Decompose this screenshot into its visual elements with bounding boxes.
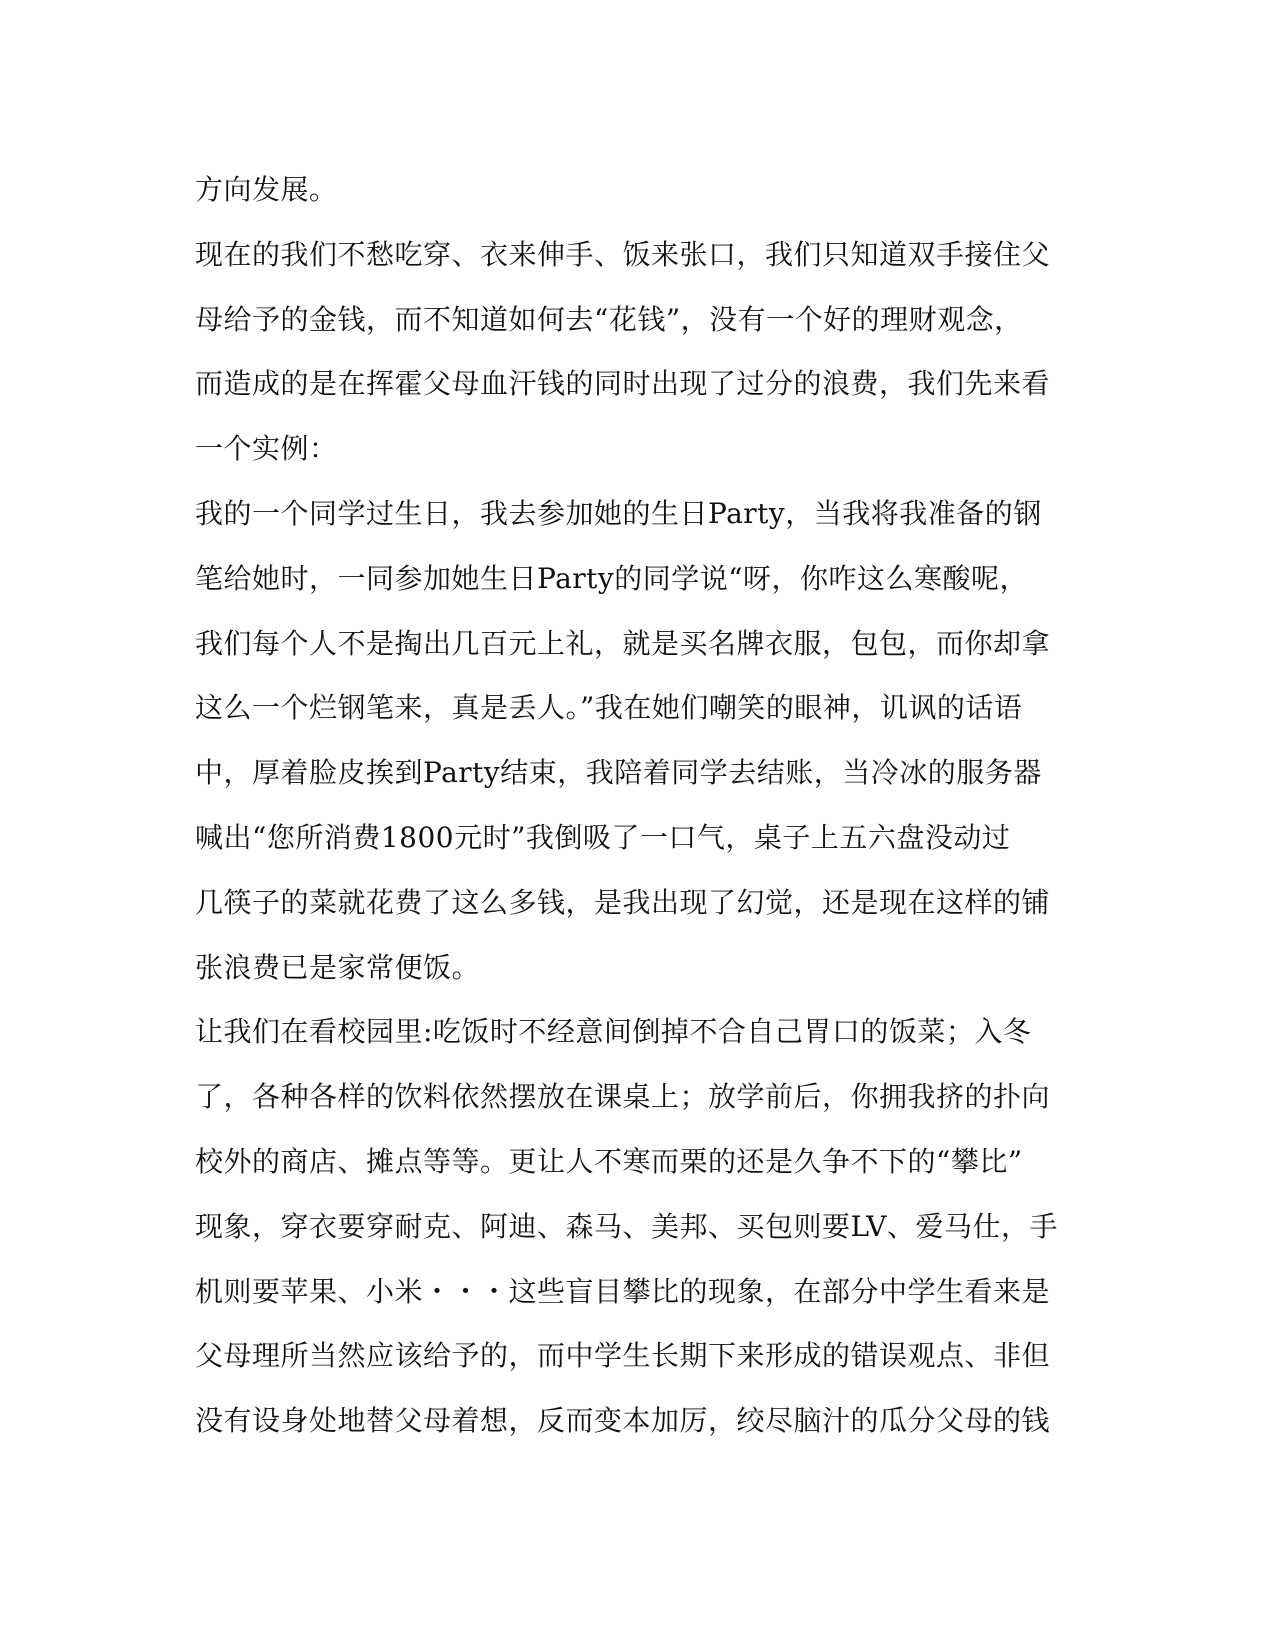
text-line: 方向发展。 xyxy=(195,173,338,206)
text-line: 几筷子的菜就花费了这么多钱，是我出现了幻觉，还是现在这样的铺 xyxy=(195,885,1051,919)
text-line: 喊出“您所消费1800元时”我倒吸了一口气，桌子上五六盘没动过 xyxy=(195,820,1011,854)
text-line: 笔给她时，一同参加她生日Party的同学说“呀，你咋这么寒酸呢， xyxy=(195,561,1029,595)
text-line: 一个实例： xyxy=(195,432,338,466)
text-line: 这么一个烂钢笔来，真是丢人。”我在她们嘲笑的眼神，讥讽的话语 xyxy=(195,691,1023,725)
text-line: 现象，穿衣要穿耐克、阿迪、森马、美邦、买包则要LV、爱马仕，手 xyxy=(195,1209,1058,1243)
text-line: 没有设身处地替父母着想，反而变本加厉，绞尽脑汁的瓜分父母的钱 xyxy=(195,1404,1051,1438)
text-line: 父母理所当然应该给予的，而中学生长期下来形成的错误观点、非但 xyxy=(195,1339,1051,1373)
body-text xyxy=(195,158,1085,1454)
text-line: 机则要苹果、小米・・・这些盲目攀比的现象，在部分中学生看来是 xyxy=(195,1274,1051,1308)
text-line: 中，厚着脸皮挨到Party结束，我陪着同学去结账，当冷冰的服务器 xyxy=(195,756,1042,790)
text-line: 了，各种各样的饮料依然摆放在课桌上；放学前后，你拥我挤的扑向 xyxy=(195,1080,1051,1114)
text-line: 我的一个同学过生日，我去参加她的生日Party，当我将我准备的钢 xyxy=(195,496,1042,530)
text-line: 校外的商店、摊点等等。更让人不寒而栗的还是久争不下的“攀比” xyxy=(195,1144,1023,1178)
text-line: 张浪费已是家常便饭。 xyxy=(195,950,481,984)
text-line: 而造成的是在挥霍父母血汗钱的同时出现了过分的浪费，我们先来看 xyxy=(195,367,1051,401)
text-line: 让我们在看校园里:吃饭时不经意间倒掉不合自己胃口的饭菜；入冬 xyxy=(195,1015,1032,1049)
text-line: 母给予的金钱，而不知道如何去“花钱”，没有一个好的理财观念， xyxy=(195,302,1023,336)
text-line: 现在的我们不愁吃穿、衣来伸手、饭来张口，我们只知道双手接住父 xyxy=(195,237,1051,271)
text-line: 我们每个人不是掏出几百元上礼，就是买名牌衣服，包包，而你却拿 xyxy=(195,626,1051,660)
